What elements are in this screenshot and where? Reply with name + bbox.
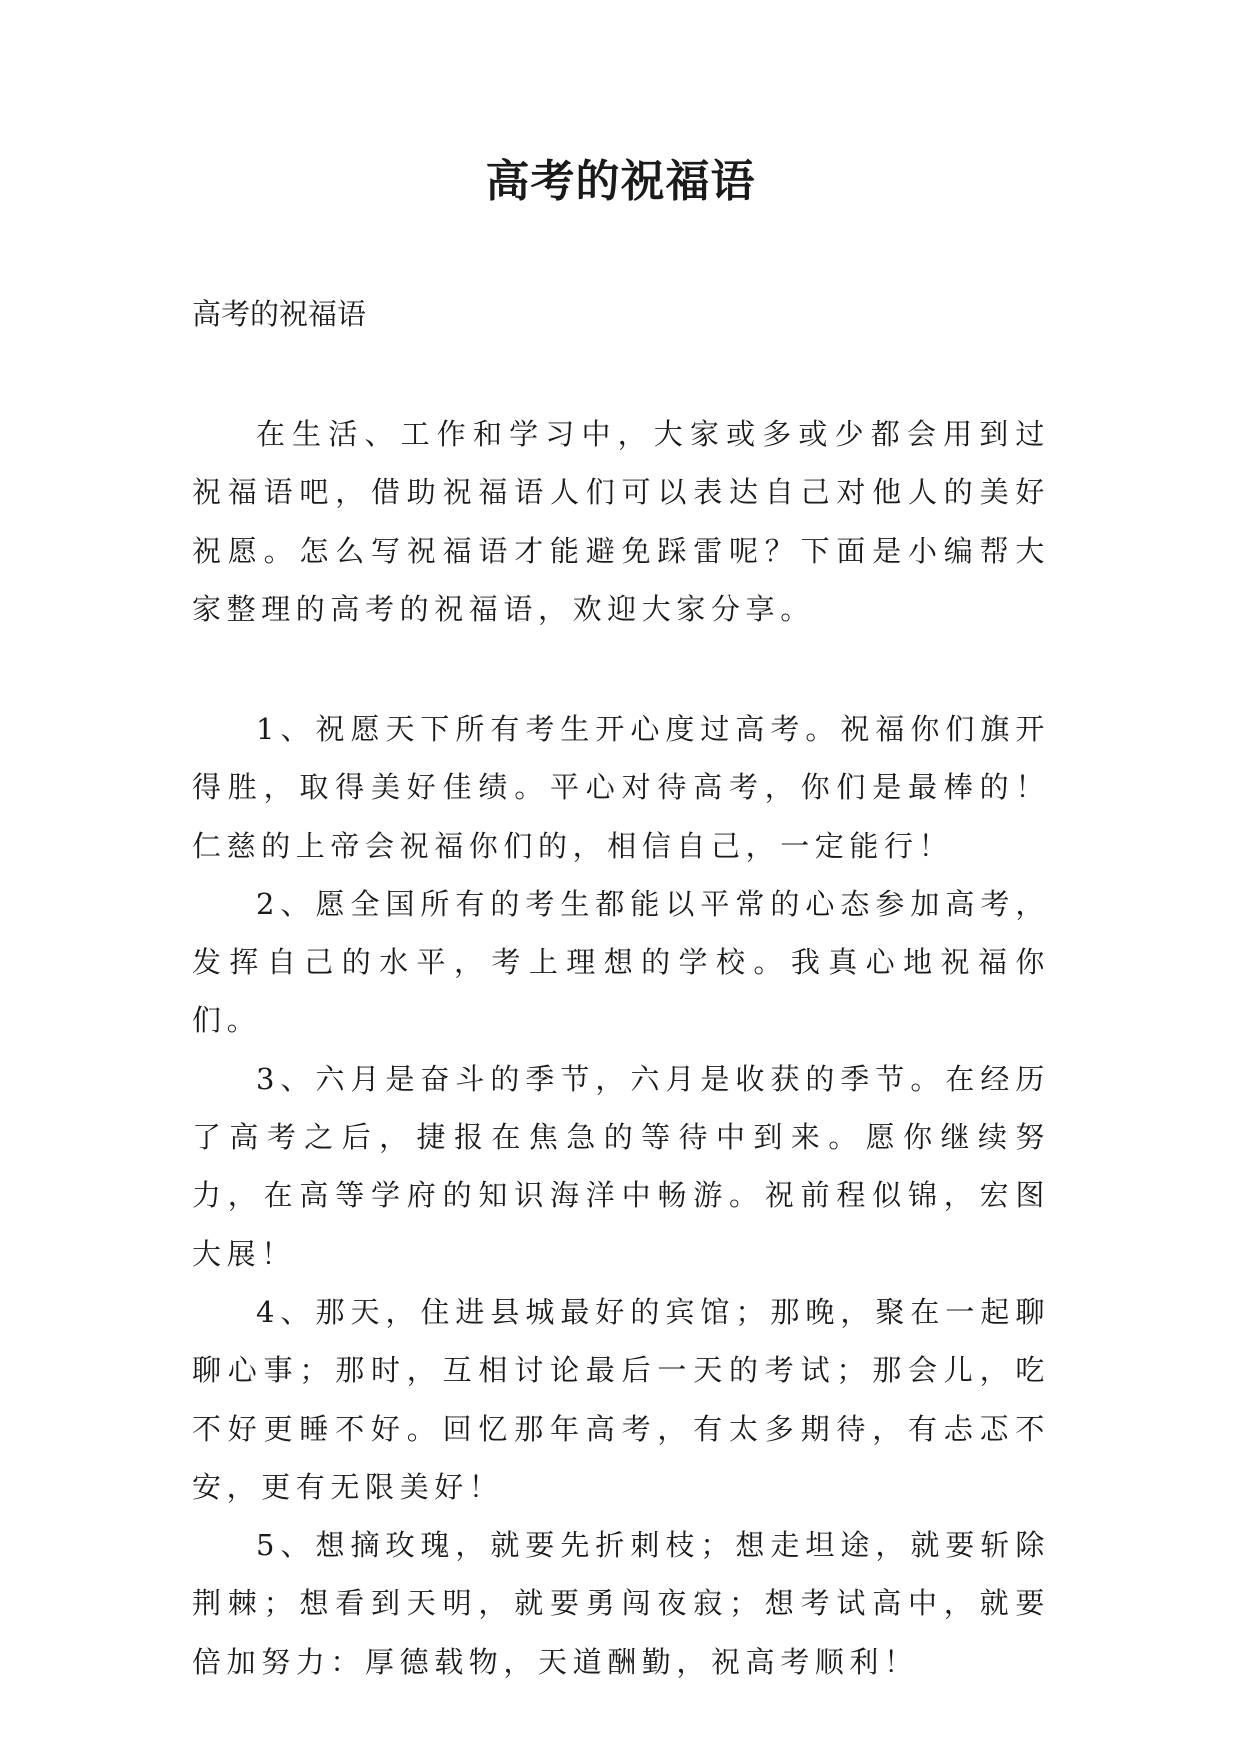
intro-paragraph: 在生活、工作和学习中，大家或多或少都会用到过祝福语吧，借助祝福语人们可以表达自己对他人的美好祝愿。怎么写祝福语才能避免踩雷呢？下面是小编帮大家整理的高考的祝福语，欢迎大家分享。 [192, 417, 1050, 626]
document-title: 高考的祝福语 [485, 156, 756, 207]
document-subtitle: 高考的祝福语 [192, 297, 367, 331]
wishes-list [192, 700, 1050, 1691]
wish-paragraph-2: 2、愿全国所有的考生都能以平常的心态参加高考，发挥自己的水平，考上理想的学校。我真心地祝福你们。 [192, 886, 1050, 1038]
wish-paragraph-5: 5、想摘玫瑰，就要先折刺枝；想走坦途，就要斩除荆棘；想看到天明，就要勇闯夜寂；想考试高中，就要倍加努力：厚德载物，天道酬勤，祝高考顺利！ [192, 1528, 1050, 1679]
wish-paragraph-4: 4、那天，住进县城最好的宾馆；那晚，聚在一起聊聊心事；那时，互相讨论最后一天的考试；那会儿，吃不好更睡不好。回忆那年高考，有太多期待，有忐忑不安，更有无限美好！ [192, 1294, 1050, 1504]
wish-paragraph-3: 3、六月是奋斗的季节，六月是收获的季节。在经历了高考之后，捷报在焦急的等待中到来。愿你继续努力，在高等学府的知识海洋中畅游。祝前程似锦，宏图大展！ [192, 1061, 1050, 1271]
wish-paragraph-1: 1、祝愿天下所有考生开心度过高考。祝福你们旗开得胜，取得美好佳绩。平心对待高考，你们是最棒的！仁慈的上帝会祝福你们的，相信自己，一定能行！ [192, 712, 1050, 863]
